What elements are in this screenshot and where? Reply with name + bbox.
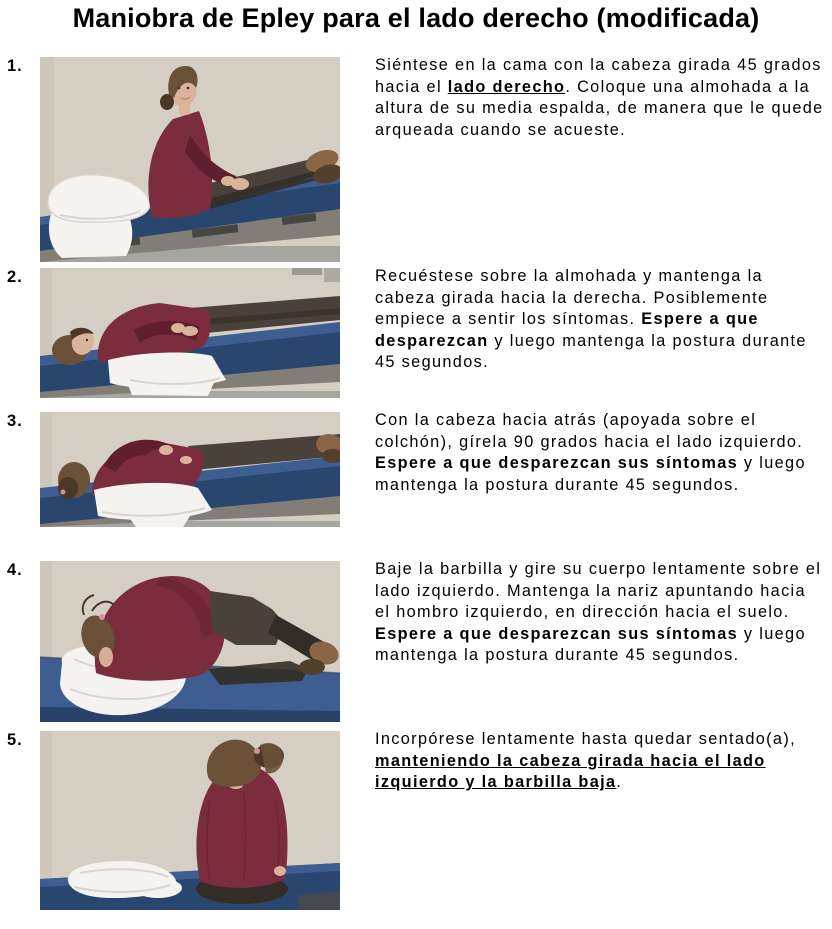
instruction-segment: Incorpórese lentamente hasta quedar sentado(a), [375, 730, 796, 748]
instruction-segment: manteniendo la cabeza girada hacia el lado izquierdo y la barbilla baja [375, 751, 766, 791]
step1-photo [40, 57, 340, 262]
step-number: 1. [7, 57, 23, 75]
instruction-segment: . Coloque una almohada a la altura de su media espalda, de manera que le quede arqueada cuando se acueste. [375, 77, 824, 139]
step-row-1 [0, 57, 832, 262]
photo-woman-on-left-side-face-down [40, 561, 340, 722]
sheet [128, 516, 190, 527]
instruction-segment: Siéntese en la cama con la cabeza girada 45 grados hacia el [375, 56, 822, 96]
page-title: Maniobra de Epley para el lado derecho (modificada) [72, 3, 760, 33]
instruction-segment: y luego mantenga la postura durante 45 segundos. [375, 454, 806, 494]
instruction-segment: Con la cabeza hacia atrás (apoyada sobre el colchón), gírela 90 grados hacia el lado izquierdo. [375, 411, 804, 451]
photo-woman-lying-head-turned-left [40, 412, 340, 527]
step5-photo [40, 731, 340, 910]
step-instruction [375, 559, 827, 667]
instruction-segment: lado derecho [447, 77, 566, 96]
step2-photo [40, 268, 340, 398]
instruction-segment: Baje la barbilla y gire su cuerpo lentamente sobre el lado izquierdo. Mantenga la nariz apuntando hacia el hombro izquierdo, en dirección hacia el suelo. [375, 560, 822, 621]
step-number: 3. [7, 412, 23, 430]
step-instruction [375, 729, 827, 794]
step4-photo [40, 561, 340, 722]
step-instruction [375, 266, 827, 374]
photo-woman-lying-head-right [40, 268, 340, 398]
step-row-2 [0, 268, 832, 398]
patient-figure [196, 740, 288, 904]
step-number: 5. [7, 731, 23, 749]
step-number: 4. [7, 561, 23, 579]
instruction-segment: Espere a que desparezcan [375, 310, 759, 350]
step-row-3 [0, 412, 832, 527]
instruction-segment: y luego mantenga la postura durante 45 segundos. [375, 331, 807, 371]
step-number: 2. [7, 268, 23, 286]
instruction-segment: Recuéstese sobre la almohada y mantenga la cabeza girada hacia la derecha. Posiblemente empiece a sentir los síntomas. [375, 267, 769, 328]
photo-woman-seated-head-right [40, 57, 340, 262]
step-instruction [375, 55, 827, 141]
instruction-segment: . [616, 773, 623, 791]
step3-photo [40, 412, 340, 527]
instruction-segment: Espere a que desparezcan sus síntomas [375, 454, 739, 472]
step-instruction [375, 410, 827, 496]
instruction-segment: Espere a que desparezcan sus síntomas [375, 624, 739, 643]
step-row-4 [0, 561, 832, 722]
instruction-segment: y luego mantenga la postura durante 45 segundos. [375, 624, 806, 664]
step-row-5 [0, 731, 832, 910]
photo-woman-sitting-from-behind-head-down [40, 731, 340, 910]
